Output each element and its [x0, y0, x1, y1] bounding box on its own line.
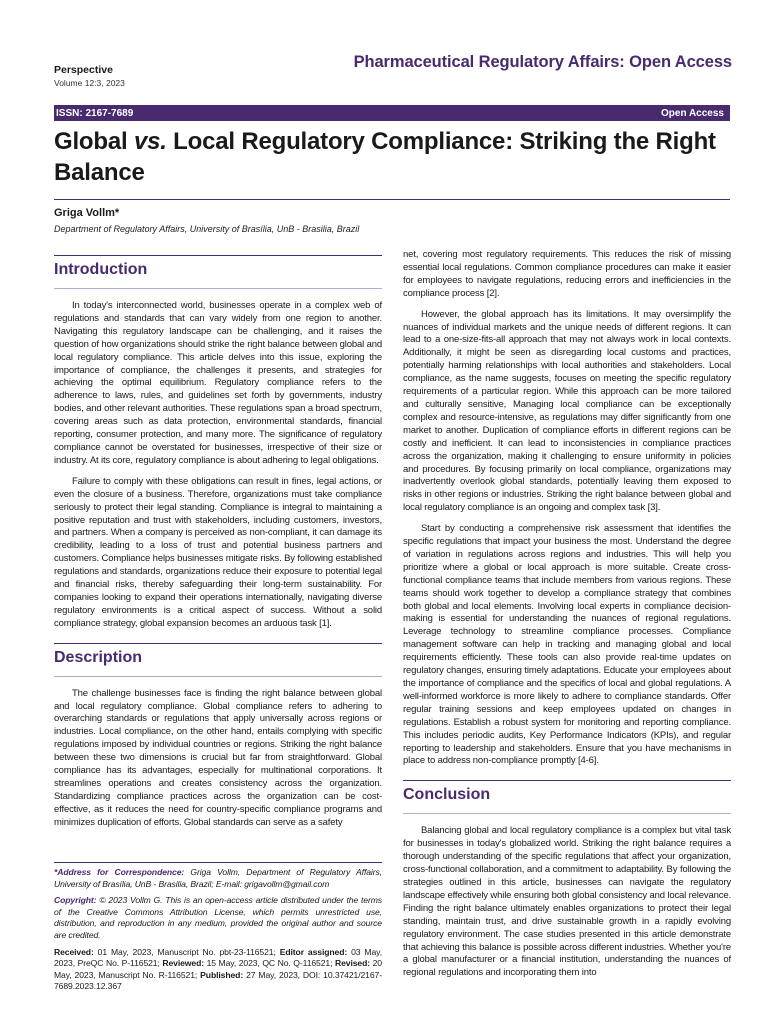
title-vs: vs. [133, 128, 167, 155]
correspondence-note [54, 867, 382, 890]
section-divider [54, 288, 382, 289]
revised-label: Revised: [334, 958, 371, 969]
footnote-divider [54, 862, 382, 863]
author-affiliation: Department of Regulatory Affairs, University of Brasília, UnB - Brasilia, Brazil [54, 224, 360, 234]
section-divider [54, 676, 382, 677]
article-title [54, 126, 734, 188]
volume-info: Volume 12:3, 2023 [54, 78, 125, 88]
correspondence-label: *Address for Correspondence: [54, 867, 185, 877]
issn-bar [54, 105, 730, 121]
issn-label: ISSN: 2167-7689 [56, 107, 134, 119]
received-label: Received: [54, 946, 94, 957]
author-name: Griga Vollm* [54, 207, 120, 219]
section-divider [54, 255, 382, 256]
published-text: 27 May, 2023, DOI: 10.37421/2167-7689.2023.12.367 [54, 969, 382, 992]
introduction-paragraph-2: Failure to comply with these obligations can result in fines, legal actions, or even the closure of a business. Therefore, organizations must take compliance seriously to protect their legal standing. Compliance is integral to maintaining a positive reputation and trust with stakeholders, including customers, investors, and partners. When a company is perceived as non-compliant, it can damage its credibility, leading to a loss of trust and potential business partners and customers. Compliance helps businesses mitigate risks. By following established regulations and standards, organizations reduce their exposure to potential legal and financial risks, thereby safeguarding their long-term sustainability. For companies looking to expand their operations internationally, navigating diverse regulatory environments is a critical aspect of success. Without a solid compliance strategy, global expansion becomes an arduous task [1]. [54, 475, 382, 629]
reviewed-label: Reviewed: [162, 958, 204, 969]
section-divider [403, 813, 731, 814]
description-paragraph-2: However, the global approach has its limitations. It may oversimplify the nuances of individual markets and the unique needs of different regions. It can lead to a one-size-fits-all approach that may not always work in local contexts. Additionally, it might be seen as disregarding local customs and practices, potentially harming relationships with local authorities and stakeholders. Local compliance, as the name suggests, focuses on meeting the specific regulatory requirements of a particular region. While this approach can be more tailored and culturally sensitive, Managing local compliance can be exceptionally complex and resource-intensive, as regulations may differ significantly from one market to another. Duplication of compliance efforts in different regions can be costly and inefficient. It can lead to inconsistencies in compliance practices across the organization, making it challenging to ensure uniformity in policies and procedures. By focusing primarily on local compliance, organizations may inadvertently overlook global standards, potentially leaving them exposed to risks in other regions or industries. Striking the right balance between global and local regulatory compliance is an ongoing and complex task [3]. [403, 308, 731, 514]
description-continued: net, covering most regulatory requirements. This reduces the risk of missing essential local regulations. Common compliance procedures can make it easier for employees to navigate regulations, reducing errors and inefficiencies in the compliance process [2]. [403, 249, 731, 299]
section-divider [403, 780, 731, 781]
correspondence-text: Griga Vollm, Department of Regulatory Affairs, University of Brasília, UnB - Brasilia, Brazil; E-mail: grigavollm@gmail.com [54, 867, 382, 889]
left-column [54, 255, 382, 830]
copyright-text: © 2023 Vollm G. This is an open-access article distributed under the terms of the Creative Commons Attribution License, which permits unrestricted use, distribution, and reproduction in any medium, provided the original author and source are credited. [54, 895, 382, 940]
published-label: Published: [200, 969, 244, 980]
title-divider [54, 199, 730, 200]
introduction-paragraph-1: In today's interconnected world, businesses operate in a complex web of regulations and standards that can vary widely from one region to another. Navigating this regulatory landscape can be challenging, and it raises the question of how organizations should strike the right balance between global and local regulatory compliance. This article delves into this issue, exploring the importance of compliance, the challenges it presents, and strategies for achieving the optimal equilibrium. Regulatory compliance refers to the adherence to laws, rules, and guidelines set forth by governments, industry bodies, and other relevant authorities. These regulations span a broad spectrum, covering areas such as data protection, environmental standards, financial reporting, consumer protection, and many more. The significance of regulatory compliance cannot be overstated for businesses, irrespective of their size or industry. At its core, regulatory compliance is about adhering to legal obligations. [54, 300, 382, 466]
conclusion-paragraph-1: Balancing global and local regulatory compliance is a complex but vital task for businesses in today's globalized world. Striking the right balance requires a thorough understanding of the specific regulations that affect your organization, cross-functional collaboration, and a commitment to adaptability. By following the strategies outlined in this article, businesses can navigate the regulatory landscape effectively while ensuring both global consistency and local relevance. Finding the right balance ultimately enables organizations to protect their legal standing, maintain trust, and drive sustainable growth in a rapidly evolving regulatory environment. The case studies presented in this article demonstrate that achieving this balance is possible across different industries. Whether you're a global manufacturer or a financial institution, understanding the nuances of regional regulations and incorporating them into [403, 825, 731, 979]
article-type: Perspective [54, 64, 113, 76]
revised-text: 20 May, 2023, Manuscript No. R-116521; [54, 958, 382, 980]
copyright-note [54, 895, 382, 941]
conclusion-heading: Conclusion [403, 786, 491, 804]
editor-label: Editor assigned: [279, 946, 348, 957]
received-text: 01 May, 2023, Manuscript No. pbt-23-116521; [93, 946, 280, 957]
dates-note [54, 947, 382, 993]
reviewed-text: 15 May, 2023, QC No. Q-116521; [203, 958, 335, 969]
open-access-label: Open Access [661, 107, 724, 119]
title-part1: Global [54, 128, 134, 155]
editor-text: 03 May, 2023, PreQC No. P-116521; [54, 946, 382, 969]
footnotes [54, 867, 382, 998]
title-part2: Local Regulatory Compliance: Striking the Right Balance [54, 128, 716, 186]
journal-name: Pharmaceutical Regulatory Affairs: Open Access [353, 53, 732, 71]
right-column [403, 249, 731, 980]
description-paragraph-1: The challenge businesses face is finding the right balance between global and local regulatory compliance. Global compliance refers to adhering to overarching standards or regulations that apply universally across regions or industries. Local compliance, on the other hand, entails complying with specific regulations imposed by individual countries or regions. Striking the right balance between these two dimensions is crucial but far from straightforward. Global compliance has its advantages, especially for multinational corporations. It streamlines operations and creates consistency across the organization. Standardizing compliance practices across the organization can be cost-effective, as it reduces the need for country-specific compliance programs and minimizes duplication of efforts. Global standards can serve as a safety [54, 687, 382, 828]
description-paragraph-3: Start by conducting a comprehensive risk assessment that identifies the specific regulations that impact your business the most. Understand the degree of variation in regulations across regions and industries. This will help you prioritize where a global or local approach is more suitable. Create cross-functional compliance teams that include members from various regions. These teams should work together to develop a compliance strategy that combines both global and local elements. Involving local experts in compliance decision-making is essential for understanding the nuances of regional regulations. Leverage technology to streamline compliance processes. Compliance management software can help in tracking and managing global and local requirements efficiently. These tools can also provide real-time updates on regulatory changes, ensuring timely adaptations. Educate your employees about the importance of compliance and the specifics of local and global regulations. A well-informed workforce is more likely to adhere to compliance standards. Offer regular training sessions and keep employees updated on changes in regulations. Establish a robust system for monitoring and reporting compliance. This includes periodic audits, Key Performance Indicators (KPIs), and regular reporting to leadership and stakeholders. Ensure that you have mechanisms in place to address non-compliance promptly [4-6]. [403, 523, 731, 767]
section-divider [54, 643, 382, 644]
copyright-label: Copyright: [54, 895, 97, 906]
description-heading: Description [54, 648, 143, 666]
introduction-heading: Introduction [54, 261, 148, 278]
